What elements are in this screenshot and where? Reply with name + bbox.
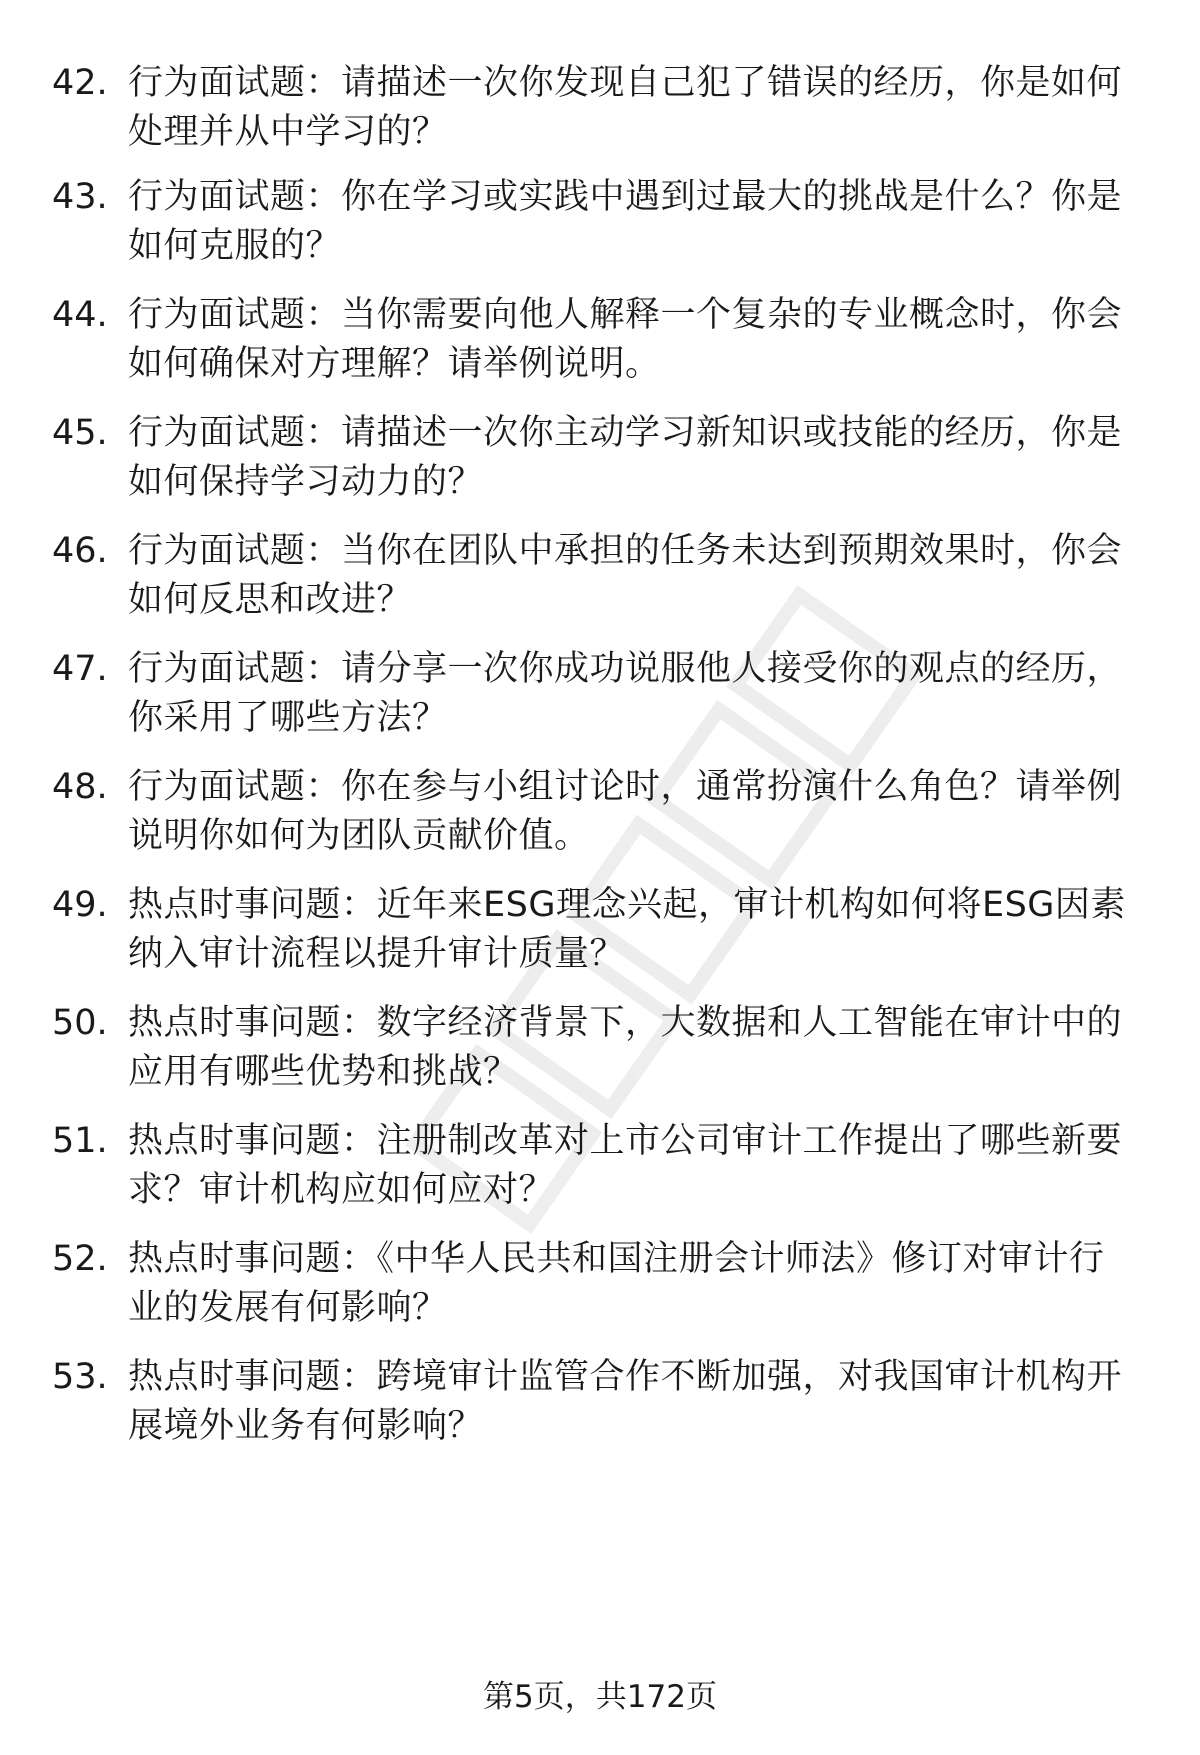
question-text — [128, 645, 1148, 743]
question-item — [52, 763, 1152, 861]
question-text-line: 行为面试题：当你需要向他人解释一个复杂的专业概念时，你会 — [128, 295, 1123, 335]
question-text-line: 行为面试题：请描述一次你主动学习新知识或技能的经历，你是 — [128, 413, 1123, 453]
question-item — [52, 1353, 1152, 1451]
question-item — [52, 1117, 1152, 1215]
question-item — [52, 1235, 1152, 1333]
question-text — [128, 1235, 1148, 1333]
question-text-line: 行为面试题：你在参与小组讨论时，通常扮演什么角色？请举例 — [128, 767, 1123, 807]
question-text-line: 求？审计机构应如何应对？ — [128, 1170, 555, 1210]
question-text-line: 如何保持学习动力的？ — [128, 462, 484, 502]
question-text-line: 应用有哪些优势和挑战？ — [128, 1052, 519, 1092]
question-number: 53. — [52, 1357, 108, 1397]
question-item — [52, 409, 1152, 507]
question-text-line: 行为面试题：你在学习或实践中遇到过最大的挑战是什么？你是 — [128, 177, 1123, 217]
question-text-line: 行为面试题：当你在团队中承担的任务未达到预期效果时，你会 — [128, 531, 1123, 571]
question-text — [128, 881, 1148, 979]
question-text — [128, 291, 1148, 389]
question-number: 51. — [52, 1121, 108, 1161]
question-item — [52, 173, 1152, 271]
question-text-line: 说明你如何为团队贡献价值。 — [128, 816, 590, 856]
question-item — [52, 881, 1152, 979]
question-text-line: 业的发展有何影响？ — [128, 1288, 448, 1328]
question-text — [128, 59, 1148, 157]
question-number: 48. — [52, 767, 108, 807]
question-number: 50. — [52, 1003, 108, 1043]
question-text — [128, 1353, 1148, 1451]
page-number-footer: 第5页，共172页 — [483, 1679, 717, 1715]
question-number: 46. — [52, 531, 108, 571]
question-number: 49. — [52, 885, 108, 925]
question-text-line: 纳入审计流程以提升审计质量？ — [128, 934, 626, 974]
question-text-line: 热点时事问题：近年来ESG理念兴起，审计机构如何将ESG因素 — [128, 885, 1126, 925]
question-text-line: 你采用了哪些方法？ — [128, 698, 448, 738]
question-text-line: 行为面试题：请描述一次你发现自己犯了错误的经历，你是如何 — [128, 63, 1123, 103]
question-text-line: 如何确保对方理解？请举例说明。 — [128, 344, 661, 384]
question-text-line: 热点时事问题：跨境审计监管合作不断加强，对我国审计机构开 — [128, 1357, 1123, 1397]
question-text — [128, 1117, 1148, 1215]
question-text — [128, 527, 1148, 625]
question-text-line: 如何反思和改进？ — [128, 580, 413, 620]
question-number: 52. — [52, 1239, 108, 1279]
question-number: 43. — [52, 177, 108, 217]
question-number: 47. — [52, 649, 108, 689]
question-number: 44. — [52, 295, 108, 335]
question-text-line: 行为面试题：请分享一次你成功说服他人接受你的观点的经历， — [128, 649, 1123, 689]
question-text-line: 展境外业务有何影响？ — [128, 1406, 484, 1446]
question-text-line: 热点时事问题：注册制改革对上市公司审计工作提出了哪些新要 — [128, 1121, 1123, 1161]
question-item — [52, 291, 1152, 389]
question-item — [52, 645, 1152, 743]
question-number: 42. — [52, 63, 108, 103]
question-text-line: 如何克服的？ — [128, 226, 342, 266]
question-text-line: 热点时事问题：数字经济背景下，大数据和人工智能在审计中的 — [128, 1003, 1123, 1043]
question-text — [128, 173, 1148, 271]
question-number: 45. — [52, 413, 108, 453]
question-text-line: 热点时事问题：《中华人民共和国注册会计师法》修订对审计行 — [128, 1239, 1105, 1279]
question-item — [52, 999, 1152, 1097]
question-item — [52, 59, 1152, 157]
question-text — [128, 409, 1148, 507]
question-text — [128, 999, 1148, 1097]
question-item — [52, 527, 1152, 625]
question-text-line: 处理并从中学习的？ — [128, 112, 448, 152]
question-text — [128, 763, 1148, 861]
